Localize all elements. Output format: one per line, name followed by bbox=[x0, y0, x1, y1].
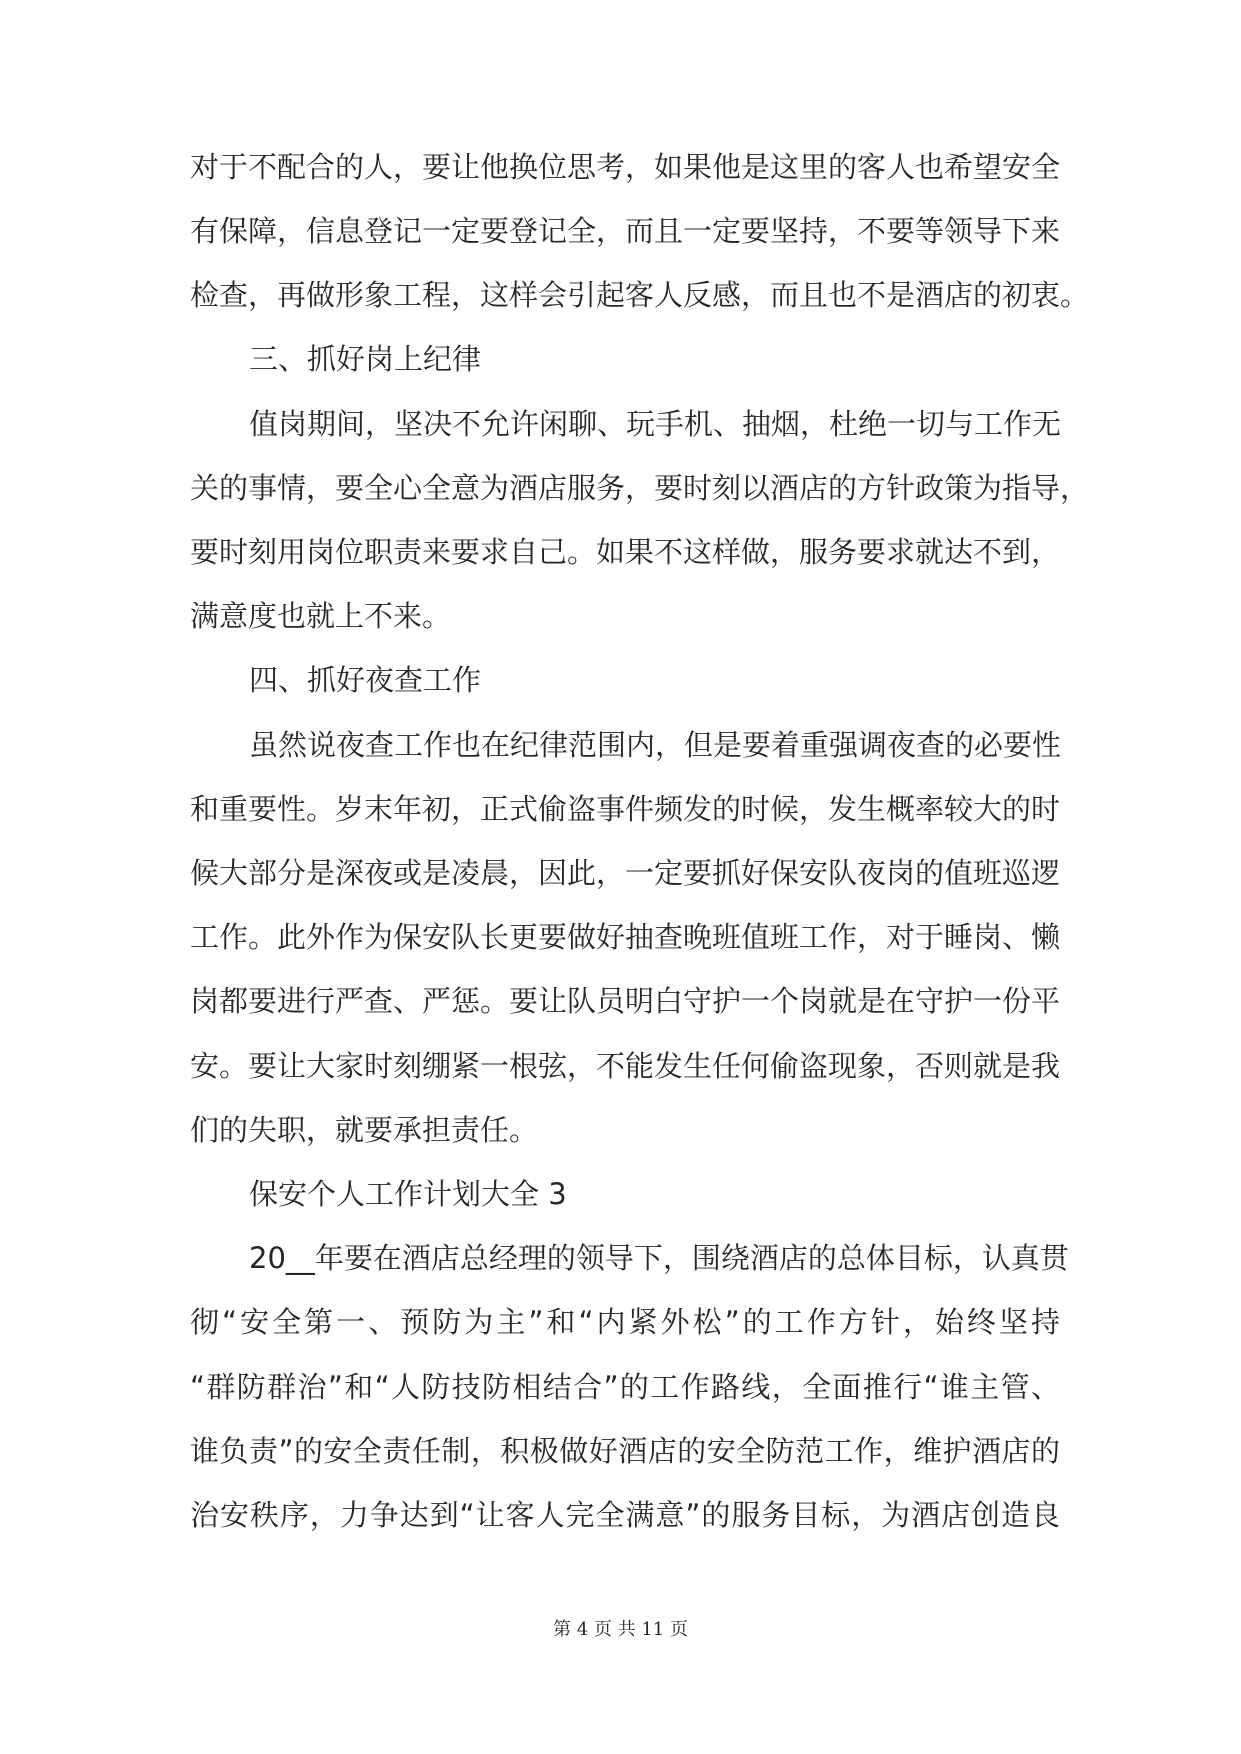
paragraph-line: 检查，再做形象工程，这样会引起客人反感，而且也不是酒店的初衷。 bbox=[190, 278, 1090, 312]
paragraph-line: 们的失职，就要承担责任。 bbox=[190, 1113, 539, 1147]
paragraph-line: 和重要性。岁末年初，正式偷盗事件频发的时候，发生概率较大的时 bbox=[190, 792, 1061, 826]
paragraph-line: 关的事情，要全心全意为酒店服务，要时刻以酒店的方针政策为指导， bbox=[190, 471, 1090, 505]
paragraph-line: 安。要让大家时刻绷紧一根弦，不能发生任何偷盗现象，否则就是我 bbox=[190, 1049, 1061, 1083]
paragraph-line: 对于不配合的人，要让他换位思考，如果他是这里的客人也希望安全 bbox=[190, 150, 1061, 184]
paragraph-line: 候大部分是深夜或是凌晨，因此，一定要抓好保安队夜岗的值班巡逻 bbox=[190, 856, 1061, 890]
section-heading: 保安个人工作计划大全 3 bbox=[249, 1177, 567, 1211]
section-heading: 四、抓好夜查工作 bbox=[249, 663, 482, 697]
paragraph-line: 工作。此外作为保安队长更要做好抽查晚班值班工作，对于睡岗、懒 bbox=[190, 920, 1061, 954]
paragraph-line: 治安秩序，力争达到“让客人完全满意”的服务目标，为酒店创造良 bbox=[190, 1498, 1060, 1532]
paragraph-line: 虽然说夜查工作也在纪律范围内，但是要着重强调夜查的必要性 bbox=[249, 728, 1062, 762]
paragraph-line: 谁负责”的安全责任制，积极做好酒店的安全防范工作，维护酒店的 bbox=[190, 1434, 1060, 1468]
paragraph-line: 有保障，信息登记一定要登记全，而且一定要坚持，不要等领导下来 bbox=[190, 214, 1061, 248]
paragraph-line: 岗都要进行严查、严惩。要让队员明白守护一个岗就是在守护一份平 bbox=[190, 984, 1061, 1018]
paragraph-line: 要时刻用岗位职责来要求自己。如果不这样做，服务要求就达不到， bbox=[190, 535, 1061, 569]
paragraph-line: 20__年要在酒店总经理的领导下，围绕酒店的总体目标，认真贯 bbox=[249, 1241, 1069, 1275]
paragraph-line: 满意度也就上不来。 bbox=[190, 599, 452, 633]
page-number-footer: 第 4 页 共 11 页 bbox=[553, 1619, 688, 1640]
section-heading: 三、抓好岗上纪律 bbox=[249, 342, 482, 376]
paragraph-line: 彻“安全第一、预防为主”和“内紧外松”的工作方针，始终坚持 bbox=[190, 1305, 1060, 1339]
paragraph-line: “群防群治”和“人防技防相结合”的工作路线，全面推行“谁主管、 bbox=[190, 1370, 1060, 1404]
paragraph-line: 值岗期间，坚决不允许闲聊、玩手机、抽烟，杜绝一切与工作无 bbox=[249, 407, 1062, 441]
